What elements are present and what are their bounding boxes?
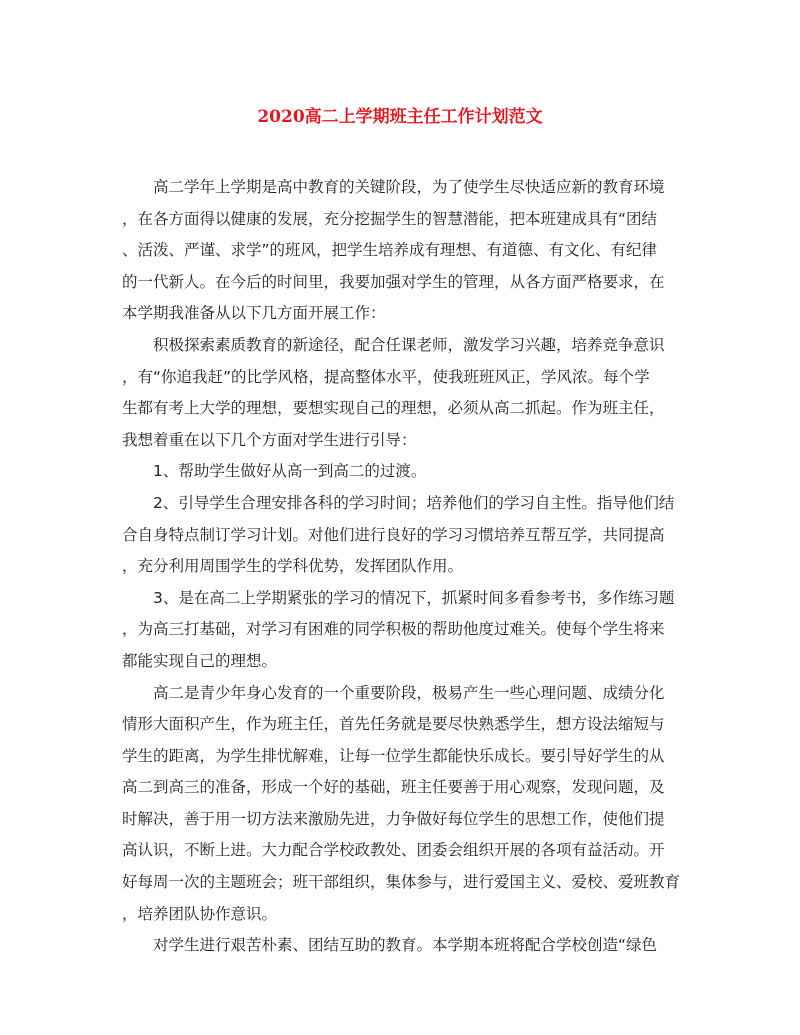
text-line: ，充分利用周围学生的学科优势，发挥团队作用。 <box>122 557 464 576</box>
text-line: 1、帮助学生做好从高一到高二的过渡。 <box>153 462 427 481</box>
text-line: 、活泼、严谨、求学”的班风，把学生培养成有理想、有道德、有文化、有纪律 <box>122 241 658 260</box>
text-line: 高二学年上学期是高中教育的关键阶段，为了使学生尽快适应新的教育环境 <box>153 178 665 196</box>
text-line: 2、引导学生合理安排各科的学习时间；培养他们的学习自主性。指导他们结 <box>153 493 675 512</box>
text-line: ，有“你追我赶”的比学风格，提高整体水平，使我班班风正，学风浓。每个学 <box>122 367 650 386</box>
text-line: ，在各方面得以健康的发展，充分挖掘学生的智慧潜能，把本班建成具有“团结 <box>122 209 658 228</box>
text-line: ，为高三打基础，对学习有困难的同学积极的帮助他度过难关。使每个学生将来 <box>122 620 665 639</box>
document-title: 2020高二上学期班主任工作计划范文 <box>257 107 543 127</box>
text-line: 3、是在高二上学期紧张的学习的情况下，抓紧时间多看参考书，多作练习题 <box>153 588 675 607</box>
text-line: 都能实现自己的理想。 <box>122 651 278 670</box>
text-line: 本学期我准备从以下几方面开展工作： <box>122 304 386 323</box>
text-line: 积极探索素质教育的新途径，配合任课老师，激发学习兴趣，培养竞争意识 <box>153 335 665 354</box>
text-line: 时解决，善于用一切方法来激励先进，力争做好每位学生的思想工作，使他们提 <box>122 809 665 828</box>
text-line: 好每周一次的主题班会；班干部组织，集体参与，进行爱国主义、爱校、爱班教育 <box>122 873 681 892</box>
text-line: 合自身特点制订学习计划。对他们进行良好的学习习惯培养互帮互学，共同提高 <box>122 525 665 544</box>
text-line: 的一代新人。在今后的时间里，我要加强对学生的管理，从各方面严格要求，在 <box>122 272 665 291</box>
text-line: 情形大面积产生，作为班主任，首先任务就是要尽快熟悉学生，想方设法缩短与 <box>122 715 665 734</box>
text-line: 高二到高三的准备，形成一个好的基础，班主任要善于用心观察，发现问题，及 <box>122 778 665 797</box>
text-line: 生都有考上大学的理想，要想实现自己的理想，必须从高二抓起。作为班主任， <box>122 399 665 418</box>
text-line: 高二是青少年身心发育的一个重要阶段，极易产生一些心理问题、成绩分化 <box>153 683 665 702</box>
text-line: 高认识，不断上进。大力配合学校政教处、团委会组织开展的各项有益活动。开 <box>122 841 665 860</box>
text-line: 对学生进行艰苦朴素、团结互助的教育。本学期本班将配合学校创造“绿色 <box>153 936 658 955</box>
text-line: 我想着重在以下几个方面对学生进行引导： <box>122 430 417 449</box>
text-line: 学生的距离，为学生排忧解难，让每一位学生都能快乐成长。要引导好学生的从 <box>122 746 665 765</box>
document-body <box>122 172 680 962</box>
text-line: ，培养团队协作意识。 <box>122 904 278 923</box>
